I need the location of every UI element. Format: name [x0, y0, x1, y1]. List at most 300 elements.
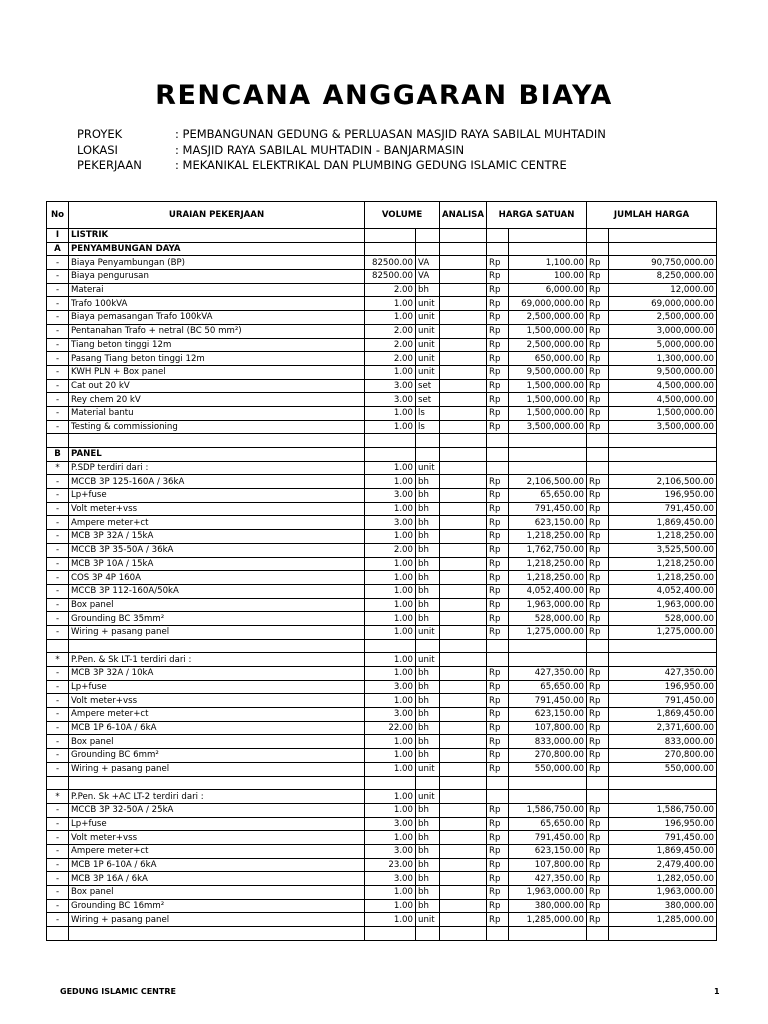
cell-currency: Rp: [587, 256, 609, 270]
cell-currency: [587, 790, 609, 804]
cell-currency: Rp: [487, 420, 509, 434]
cell-volume: 1.00: [365, 557, 416, 571]
header-no: No: [47, 202, 69, 229]
cell-unit-price: 1,963,000.00: [509, 598, 587, 612]
cell-volume: 22.00: [365, 721, 416, 735]
meta-value: : MASJID RAYA SABILAL MUHTADIN - BANJARMASIN: [175, 142, 465, 157]
cell-analisa: [440, 352, 487, 366]
cell-unit: [416, 639, 440, 653]
header-jumlah-harga: JUMLAH HARGA: [587, 202, 717, 229]
cell-analisa: [440, 489, 487, 503]
cell-unit: bh: [416, 489, 440, 503]
cell-currency: Rp: [587, 530, 609, 544]
cell-volume: 1.00: [365, 420, 416, 434]
cell-volume: 23.00: [365, 858, 416, 872]
cell-unit-price: 528,000.00: [509, 612, 587, 626]
cell-volume: 82500.00: [365, 256, 416, 270]
cell-description: MCB 3P 10A / 15kA: [69, 557, 365, 571]
cell-volume: 3.00: [365, 817, 416, 831]
cell-description: Box panel: [69, 735, 365, 749]
cell-total-price: 4,052,400.00: [609, 584, 717, 598]
cell-unit: unit: [416, 913, 440, 927]
meta-key: PEKERJAAN: [77, 158, 142, 172]
cell-description: Lp+fuse: [69, 489, 365, 503]
cell-analisa: [440, 256, 487, 270]
cell-currency: Rp: [487, 913, 509, 927]
cell-volume: 2.00: [365, 338, 416, 352]
cell-total-price: 1,586,750.00: [609, 803, 717, 817]
cell-total-price: 196,950.00: [609, 817, 717, 831]
cell-description: LISTRIK: [69, 229, 365, 243]
table-row: [47, 461, 717, 475]
cell-currency: Rp: [487, 886, 509, 900]
cell-total-price: 1,500,000.00: [609, 406, 717, 420]
cell-currency: Rp: [587, 612, 609, 626]
cell-volume: 1.00: [365, 886, 416, 900]
cell-currency: [587, 927, 609, 941]
cell-unit: bh: [416, 735, 440, 749]
cell-total-price: 3,000,000.00: [609, 324, 717, 338]
cell-analisa: [440, 475, 487, 489]
cell-no: -: [47, 530, 69, 544]
cell-unit-price: 6,000.00: [509, 283, 587, 297]
cell-volume: 3.00: [365, 393, 416, 407]
cell-currency: Rp: [487, 311, 509, 325]
cell-unit-price: 791,450.00: [509, 502, 587, 516]
cell-no: -: [47, 256, 69, 270]
cell-analisa: [440, 639, 487, 653]
cell-currency: Rp: [587, 571, 609, 585]
cell-unit-price: [509, 461, 587, 475]
cell-currency: Rp: [587, 584, 609, 598]
cell-currency: Rp: [487, 817, 509, 831]
cell-total-price: 1,869,450.00: [609, 708, 717, 722]
cell-analisa: [440, 872, 487, 886]
cell-currency: [587, 434, 609, 448]
cell-no: *: [47, 790, 69, 804]
cell-unit-price: 107,800.00: [509, 721, 587, 735]
cell-total-price: 4,500,000.00: [609, 393, 717, 407]
cell-unit: bh: [416, 516, 440, 530]
cell-description: COS 3P 4P 160A: [69, 571, 365, 585]
table-row: [47, 393, 717, 407]
cell-unit: [416, 242, 440, 256]
cell-total-price: 2,371,600.00: [609, 721, 717, 735]
cell-volume: 1.00: [365, 625, 416, 639]
cell-description: MCCB 3P 112-160A/50kA: [69, 584, 365, 598]
cell-volume: 2.00: [365, 352, 416, 366]
cell-volume: 3.00: [365, 379, 416, 393]
table-row: [47, 448, 717, 462]
cell-no: -: [47, 803, 69, 817]
cell-no: -: [47, 393, 69, 407]
cell-total-price: [609, 434, 717, 448]
cell-analisa: [440, 571, 487, 585]
cell-description: Wiring + pasang panel: [69, 625, 365, 639]
cell-no: -: [47, 516, 69, 530]
table-row: [47, 639, 717, 653]
cell-currency: Rp: [487, 365, 509, 379]
cell-currency: Rp: [487, 502, 509, 516]
cell-total-price: 1,218,250.00: [609, 530, 717, 544]
cell-volume: [365, 927, 416, 941]
cell-analisa: [440, 283, 487, 297]
cell-total-price: 196,950.00: [609, 489, 717, 503]
cell-currency: Rp: [587, 598, 609, 612]
cell-no: -: [47, 625, 69, 639]
cell-currency: Rp: [487, 516, 509, 530]
cell-volume: 1.00: [365, 598, 416, 612]
cell-unit-price: 1,500,000.00: [509, 406, 587, 420]
cell-unit-price: 65,650.00: [509, 817, 587, 831]
table-row: [47, 571, 717, 585]
cell-description: Ampere meter+ct: [69, 516, 365, 530]
cell-currency: Rp: [587, 872, 609, 886]
cell-no: -: [47, 489, 69, 503]
cell-unit-price: 1,586,750.00: [509, 803, 587, 817]
cell-unit: bh: [416, 844, 440, 858]
cell-volume: 1.00: [365, 653, 416, 667]
cell-unit-price: 2,500,000.00: [509, 338, 587, 352]
cell-unit: unit: [416, 338, 440, 352]
cell-description: MCCB 3P 32-50A / 25kA: [69, 803, 365, 817]
cell-total-price: 1,869,450.00: [609, 844, 717, 858]
cell-no: A: [47, 242, 69, 256]
cell-total-price: 427,350.00: [609, 667, 717, 681]
cell-currency: Rp: [587, 365, 609, 379]
table-row: [47, 379, 717, 393]
cell-no: -: [47, 420, 69, 434]
cell-currency: [487, 242, 509, 256]
cell-currency: Rp: [487, 270, 509, 284]
cell-unit: bh: [416, 584, 440, 598]
cell-unit-price: 623,150.00: [509, 844, 587, 858]
cell-description: Volt meter+vss: [69, 694, 365, 708]
cell-currency: Rp: [487, 749, 509, 763]
cell-volume: 1.00: [365, 311, 416, 325]
cell-unit-price: 1,762,750.00: [509, 543, 587, 557]
cell-unit-price: [509, 434, 587, 448]
cell-unit-price: [509, 448, 587, 462]
cell-description: Box panel: [69, 598, 365, 612]
cell-unit-price: 1,500,000.00: [509, 393, 587, 407]
cell-no: [47, 639, 69, 653]
cell-analisa: [440, 557, 487, 571]
cell-unit: bh: [416, 530, 440, 544]
cell-description: Pentanahan Trafo + netral (BC 50 mm²): [69, 324, 365, 338]
cell-description: Biaya Penyambungan (BP): [69, 256, 365, 270]
cell-total-price: 90,750,000.00: [609, 256, 717, 270]
table-row: [47, 584, 717, 598]
cell-total-price: 1,963,000.00: [609, 886, 717, 900]
cell-description: Biaya pengurusan: [69, 270, 365, 284]
cell-no: -: [47, 297, 69, 311]
cell-total-price: 3,525,500.00: [609, 543, 717, 557]
cell-total-price: 3,500,000.00: [609, 420, 717, 434]
cell-volume: 3.00: [365, 680, 416, 694]
cell-currency: Rp: [587, 708, 609, 722]
table-row: [47, 762, 717, 776]
cell-volume: [365, 776, 416, 790]
cell-description: KWH PLN + Box panel: [69, 365, 365, 379]
cell-unit-price: 1,218,250.00: [509, 571, 587, 585]
cell-unit: bh: [416, 899, 440, 913]
cell-no: -: [47, 858, 69, 872]
cell-currency: Rp: [487, 694, 509, 708]
cell-unit: bh: [416, 872, 440, 886]
cell-no: -: [47, 680, 69, 694]
cell-description: MCB 3P 32A / 10kA: [69, 667, 365, 681]
cell-total-price: 2,500,000.00: [609, 311, 717, 325]
cell-unit: bh: [416, 708, 440, 722]
cell-analisa: [440, 749, 487, 763]
table-row: [47, 612, 717, 626]
cell-total-price: 196,950.00: [609, 680, 717, 694]
cell-unit: bh: [416, 598, 440, 612]
cell-analisa: [440, 653, 487, 667]
table-row: [47, 352, 717, 366]
table-row: [47, 653, 717, 667]
cell-total-price: [609, 229, 717, 243]
cell-analisa: [440, 530, 487, 544]
cell-currency: Rp: [587, 324, 609, 338]
cell-total-price: 1,300,000.00: [609, 352, 717, 366]
cell-total-price: [609, 461, 717, 475]
cell-analisa: [440, 324, 487, 338]
cell-unit: [416, 229, 440, 243]
cell-unit-price: 2,106,500.00: [509, 475, 587, 489]
cell-analisa: [440, 612, 487, 626]
cell-currency: [487, 229, 509, 243]
cell-unit-price: 69,000,000.00: [509, 297, 587, 311]
cell-unit: unit: [416, 311, 440, 325]
cell-description: [69, 776, 365, 790]
cell-unit-price: 4,052,400.00: [509, 584, 587, 598]
cell-unit-price: 1,275,000.00: [509, 625, 587, 639]
meta-key: LOKASI: [77, 142, 118, 157]
cell-analisa: [440, 667, 487, 681]
cell-description: MCCB 3P 35-50A / 36kA: [69, 543, 365, 557]
cell-currency: Rp: [487, 667, 509, 681]
cell-currency: Rp: [487, 489, 509, 503]
cell-no: -: [47, 571, 69, 585]
cell-currency: [587, 653, 609, 667]
cell-currency: Rp: [587, 352, 609, 366]
cell-analisa: [440, 927, 487, 941]
cell-currency: Rp: [587, 393, 609, 407]
cell-description: Trafo 100kVA: [69, 297, 365, 311]
cell-currency: Rp: [587, 899, 609, 913]
cell-currency: Rp: [587, 297, 609, 311]
cell-currency: Rp: [487, 283, 509, 297]
table-row: [47, 680, 717, 694]
cell-currency: Rp: [487, 858, 509, 872]
table-row: [47, 817, 717, 831]
cell-currency: Rp: [487, 584, 509, 598]
cell-analisa: [440, 393, 487, 407]
table-row: [47, 899, 717, 913]
cell-currency: [487, 927, 509, 941]
table-row: [47, 557, 717, 571]
table-row: [47, 708, 717, 722]
table-row: [47, 694, 717, 708]
cell-currency: Rp: [587, 502, 609, 516]
cell-volume: [365, 639, 416, 653]
cell-currency: Rp: [587, 844, 609, 858]
table-row: [47, 297, 717, 311]
cell-total-price: [609, 653, 717, 667]
table-row: [47, 530, 717, 544]
table-body: [47, 229, 717, 941]
cell-unit-price: 3,500,000.00: [509, 420, 587, 434]
cell-analisa: [440, 708, 487, 722]
table-row: [47, 543, 717, 557]
cell-unit: bh: [416, 817, 440, 831]
cell-currency: Rp: [487, 338, 509, 352]
cell-currency: [487, 461, 509, 475]
table-row: [47, 776, 717, 790]
cell-unit: bh: [416, 283, 440, 297]
cell-unit: bh: [416, 667, 440, 681]
cell-analisa: [440, 434, 487, 448]
cell-analisa: [440, 365, 487, 379]
cell-unit: unit: [416, 625, 440, 639]
cell-unit-price: [509, 776, 587, 790]
cell-analisa: [440, 803, 487, 817]
meta-row-proyek: [77, 127, 606, 143]
cell-analisa: [440, 858, 487, 872]
footer-building-name: GEDUNG ISLAMIC CENTRE: [60, 987, 176, 996]
cell-analisa: [440, 406, 487, 420]
cell-unit: bh: [416, 749, 440, 763]
cell-total-price: 2,106,500.00: [609, 475, 717, 489]
cell-analisa: [440, 270, 487, 284]
cell-unit-price: 427,350.00: [509, 872, 587, 886]
cell-unit-price: [509, 639, 587, 653]
cell-analisa: [440, 242, 487, 256]
cell-total-price: 69,000,000.00: [609, 297, 717, 311]
table-row: [47, 475, 717, 489]
cell-currency: Rp: [487, 598, 509, 612]
cell-currency: Rp: [587, 516, 609, 530]
cell-analisa: [440, 420, 487, 434]
cell-no: -: [47, 721, 69, 735]
cell-currency: [487, 639, 509, 653]
cell-volume: 1.00: [365, 530, 416, 544]
cell-description: Pasang Tiang beton tinggi 12m: [69, 352, 365, 366]
table-row: [47, 803, 717, 817]
table-row: [47, 721, 717, 735]
cell-currency: Rp: [587, 379, 609, 393]
cell-currency: Rp: [587, 858, 609, 872]
meta-row-pekerjaan: [77, 158, 606, 174]
cell-description: MCB 3P 16A / 6kA: [69, 872, 365, 886]
cell-analisa: [440, 297, 487, 311]
cell-volume: 1.00: [365, 365, 416, 379]
table-row: [47, 420, 717, 434]
table-row: [47, 365, 717, 379]
cell-currency: Rp: [587, 680, 609, 694]
cell-unit: bh: [416, 886, 440, 900]
cell-unit-price: 1,285,000.00: [509, 913, 587, 927]
cell-currency: Rp: [487, 625, 509, 639]
cell-currency: Rp: [487, 831, 509, 845]
meta-row-lokasi: [77, 143, 606, 159]
cell-unit: [416, 434, 440, 448]
cell-no: [47, 927, 69, 941]
cell-unit: [416, 927, 440, 941]
cell-analisa: [440, 311, 487, 325]
cell-analisa: [440, 762, 487, 776]
cell-total-price: [609, 927, 717, 941]
cell-currency: [587, 461, 609, 475]
cell-unit-price: 65,650.00: [509, 680, 587, 694]
cell-total-price: 1,963,000.00: [609, 598, 717, 612]
cell-no: -: [47, 324, 69, 338]
cell-description: [69, 927, 365, 941]
cell-unit-price: [509, 790, 587, 804]
cell-volume: 2.00: [365, 283, 416, 297]
cell-no: -: [47, 694, 69, 708]
cell-description: P.SDP terdiri dari :: [69, 461, 365, 475]
cell-unit: bh: [416, 502, 440, 516]
cell-volume: 1.00: [365, 584, 416, 598]
cell-description: MCCB 3P 125-160A / 36kA: [69, 475, 365, 489]
cell-volume: 1.00: [365, 694, 416, 708]
cell-no: -: [47, 502, 69, 516]
cell-currency: Rp: [587, 831, 609, 845]
cell-volume: 3.00: [365, 708, 416, 722]
table-row: [47, 516, 717, 530]
cell-description: Volt meter+vss: [69, 831, 365, 845]
table-row: [47, 667, 717, 681]
cell-unit: unit: [416, 790, 440, 804]
cell-unit-price: 1,218,250.00: [509, 530, 587, 544]
cell-unit-price: [509, 229, 587, 243]
cell-unit-price: 65,650.00: [509, 489, 587, 503]
cell-volume: 1.00: [365, 297, 416, 311]
cell-no: B: [47, 448, 69, 462]
cell-description: MCB 1P 6-10A / 6kA: [69, 858, 365, 872]
table-row: [47, 324, 717, 338]
cell-total-price: 270,800.00: [609, 749, 717, 763]
cell-currency: Rp: [587, 311, 609, 325]
cell-currency: Rp: [487, 393, 509, 407]
cell-no: -: [47, 831, 69, 845]
cell-unit: set: [416, 379, 440, 393]
cell-total-price: [609, 790, 717, 804]
cell-no: -: [47, 352, 69, 366]
cell-total-price: 9,500,000.00: [609, 365, 717, 379]
cell-unit: unit: [416, 653, 440, 667]
cell-currency: Rp: [487, 680, 509, 694]
cell-currency: Rp: [487, 872, 509, 886]
table-row: [47, 858, 717, 872]
cell-no: [47, 434, 69, 448]
cell-no: -: [47, 270, 69, 284]
cell-unit: bh: [416, 694, 440, 708]
cell-no: -: [47, 543, 69, 557]
cell-currency: Rp: [587, 721, 609, 735]
cell-no: -: [47, 762, 69, 776]
cell-total-price: 1,218,250.00: [609, 557, 717, 571]
cell-no: -: [47, 338, 69, 352]
cell-total-price: 791,450.00: [609, 694, 717, 708]
cell-volume: 1.00: [365, 831, 416, 845]
cell-unit-price: 791,450.00: [509, 831, 587, 845]
cell-currency: [487, 776, 509, 790]
cell-unit-price: 1,500,000.00: [509, 379, 587, 393]
